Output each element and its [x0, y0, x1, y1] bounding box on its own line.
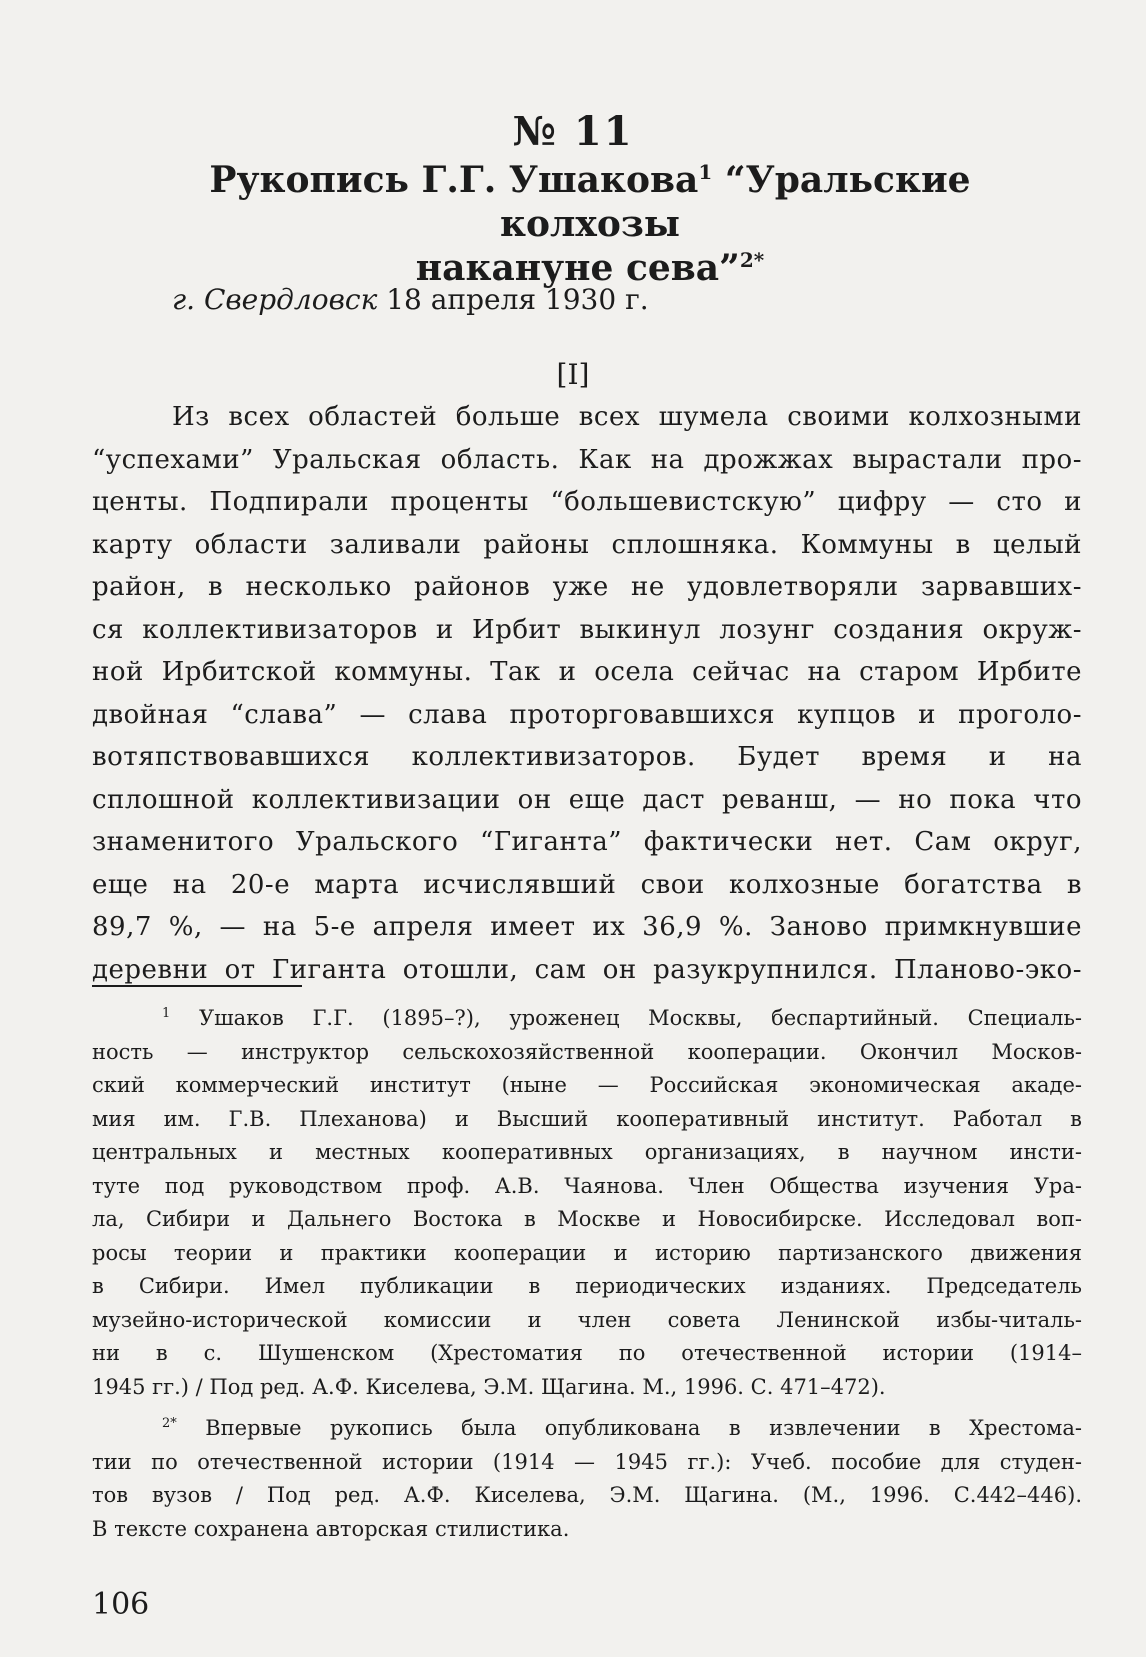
footnote-1-line: [92, 1002, 1082, 1036]
text-line: “успехами” Уральская область. Как на дрожжах вырастали про-: [92, 444, 1082, 475]
footnote-1-line: росы теории и практики кооперации и историю партизанского движения: [92, 1240, 1082, 1265]
title-footnote-ref-2[interactable]: 2*: [739, 248, 765, 272]
footnote-1-line: ла, Сибири и Дальнего Востока в Москве и Новосибирске. Исследовал воп-: [92, 1207, 1082, 1231]
text-line: район, в несколько районов уже не удовлетворяли зарвавших-: [92, 572, 1082, 602]
text-line: вотяпствовавшихся коллективизаторов. Будет время и на: [92, 742, 1082, 772]
page-number: 106: [92, 1587, 150, 1622]
footnote-divider: [92, 985, 302, 987]
footnote-1-line: ни в с. Шушенском (Хрестоматия по отечественной истории (1914–: [92, 1341, 1082, 1365]
text-line: знаменитого Уральского “Гиганта” фактически нет. Сам округ,: [92, 827, 1082, 857]
footnote-1-line: ский коммерческий институт (ныне — Российская экономическая акаде-: [92, 1073, 1082, 1097]
text-line: деревни от Гиганта отошли, сам он разукрупнился. Планово-эко-: [92, 954, 1082, 985]
text-line: двойная “слава” — слава проторговавшихся купцов и проголо-: [92, 699, 1082, 730]
document-date: 18 апреля 1930 г.: [377, 283, 649, 316]
section-marker: [I]: [556, 358, 590, 391]
footnotes: [92, 1002, 1082, 1546]
footnote-2-line: [92, 1412, 1082, 1446]
footnote-2-line: тии по отечественной истории (1914 — 1945 гг.): Учеб. пособие для студен-: [92, 1449, 1082, 1474]
text-line: Из всех областей больше всех шумела своими колхозными: [172, 402, 1082, 432]
text-line: ной Ирбитской коммуны. Так и осела сейчас на старом Ирбите: [92, 657, 1082, 687]
title-footnote-ref-1[interactable]: 1: [698, 160, 713, 184]
footnote-1-line: мия им. Г.В. Плеханова) и Высший кооперативный институт. Работал в: [92, 1106, 1082, 1131]
document-number: № 11: [512, 108, 634, 155]
footnote-1-line: 1945 гг.) / Под ред. А.Ф. Киселева, Э.М. Щагина. М., 1996. С. 471–472).: [92, 1374, 886, 1399]
text-line: карту области заливали районы сплошняка. Коммуны в целый: [92, 529, 1082, 560]
footnote-1-marker: 1: [162, 1006, 171, 1021]
text-line: 89,7 %, — на 5-е апреля имеет их 36,9 %. Заново примкнувшие: [92, 912, 1082, 942]
footnote-2-marker: 2*: [162, 1416, 177, 1431]
footnote-2-line: В тексте сохранена авторская стилистика.: [92, 1516, 570, 1541]
footnote-1-line: в Сибири. Имел публикации в периодических изданиях. Председатель: [92, 1274, 1082, 1298]
footnote-1-text: Ушаков Г.Г. (1895–?), уроженец Москвы, беспартийный. Специаль-: [170, 1006, 1082, 1030]
place-date: [172, 283, 649, 316]
document-title: [140, 158, 1040, 290]
text-line: еще на 20-е марта исчислявший свои колхозные богатства в: [92, 869, 1082, 900]
title-part1: Рукопись Г.Г. Ушакова: [209, 159, 699, 201]
document-place: г. Свердловск: [172, 283, 378, 316]
text-line: ся коллективизаторов и Ирбит выкинул лозунг создания окруж-: [92, 614, 1082, 645]
footnote-2-line: тов вузов / Под ред. А.Ф. Киселева, Э.М. Щагина. (М., 1996. С.442–446).: [92, 1483, 1082, 1507]
footnote-1-line: ность — инструктор сельскохозяйственной кооперации. Окончил Москов-: [92, 1039, 1082, 1064]
footnote-1-line: центральных и местных кооперативных организациях, в научном инсти-: [92, 1140, 1082, 1164]
title-part2: “Уральские колхозы: [500, 159, 971, 245]
text-line: центы. Подпирали проценты “большевистскую” цифру — сто и: [92, 487, 1082, 517]
footnote-1-line: туте под руководством проф. А.В. Чаянова. Член Общества изучения Ура-: [92, 1173, 1082, 1198]
footnote-spacer: [92, 1404, 1082, 1412]
title-line2: накануне сева”: [415, 247, 740, 289]
main-text: [92, 396, 1082, 991]
footnote-2-text: Впервые рукопись была опубликована в извлечении в Хрестома-: [176, 1416, 1082, 1440]
footnote-1-line: музейно-исторической комиссии и член совета Ленинской избы-читаль-: [92, 1307, 1082, 1332]
text-line: сплошной коллективизации он еще даст реванш, — но пока что: [92, 784, 1082, 815]
